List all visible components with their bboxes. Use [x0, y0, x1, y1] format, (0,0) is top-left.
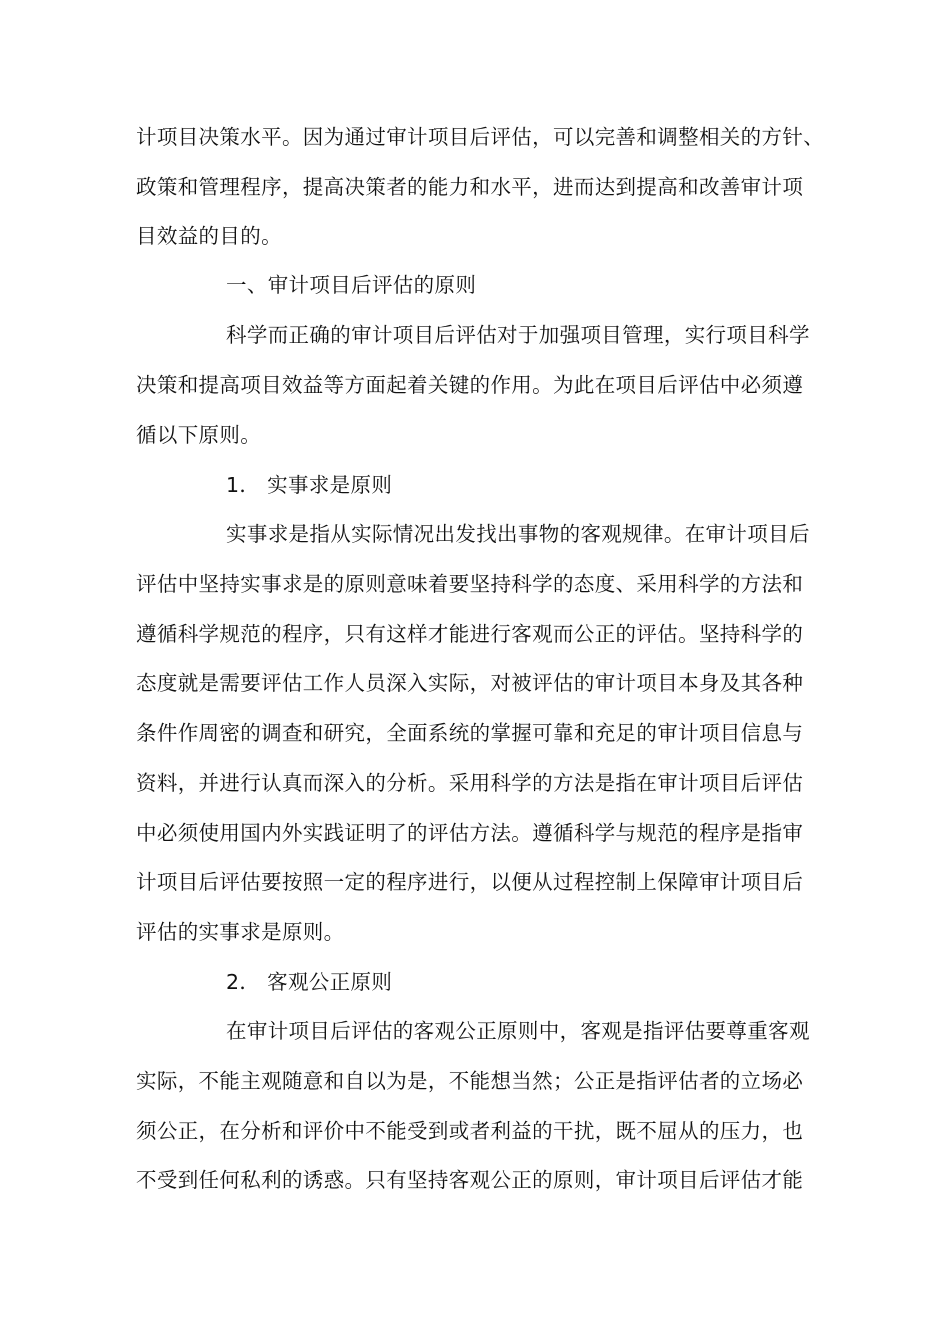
paragraph-line: 实事求是指从实际情况出发找出事物的客观规律。在审计项目后	[226, 522, 810, 546]
paragraph-line: 循以下原则。	[136, 423, 262, 447]
paragraph-line: 不受到任何私利的诱惑。只有坚持客观公正的原则，审计项目后评估才能	[136, 1168, 804, 1192]
paragraph-line: 评估的实事求是原则。	[136, 920, 345, 944]
paragraph-line: 评估中坚持实事求是的原则意味着要坚持科学的态度、采用科学的方法和	[136, 572, 804, 596]
section-heading: 一、审计项目后评估的原则	[226, 273, 477, 297]
paragraph-line: 态度就是需要评估工作人员深入实际，对被评估的审计项目本身及其各种	[136, 671, 804, 695]
paragraph-line: 中必须使用国内外实践证明了的评估方法。遵循科学与规范的程序是指审	[136, 821, 804, 845]
paragraph-line: 计项目决策水平。因为通过审计项目后评估，可以完善和调整相关的方针、	[136, 125, 825, 149]
paragraph-line: 目效益的目的。	[136, 224, 282, 248]
paragraph-line: 须公正，在分析和评价中不能受到或者利益的干扰，既不屈从的压力，也	[136, 1119, 804, 1143]
paragraph-line: 资料，并进行认真而深入的分析。采用科学的方法是指在审计项目后评估	[136, 771, 804, 795]
subheading-2: 2． 客观公正原则	[226, 970, 393, 994]
paragraph-line: 遵循科学规范的程序，只有这样才能进行客观而公正的评估。坚持科学的	[136, 622, 804, 646]
paragraph-line: 在审计项目后评估的客观公正原则中，客观是指评估要尊重客观	[226, 1019, 810, 1043]
paragraph-line: 实际，不能主观随意和自以为是，不能想当然；公正是指评估者的立场必	[136, 1069, 804, 1093]
paragraph-line: 计项目后评估要按照一定的程序进行，以便从过程控制上保障审计项目后	[136, 870, 804, 894]
paragraph-line: 条件作周密的调查和研究，全面系统的掌握可靠和充足的审计项目信息与	[136, 721, 804, 745]
paragraph-line: 科学而正确的审计项目后评估对于加强项目管理，实行项目科学	[226, 323, 810, 347]
subheading-1: 1． 实事求是原则	[226, 473, 393, 497]
paragraph-line: 政策和管理程序，提高决策者的能力和水平，进而达到提高和改善审计项	[136, 175, 804, 199]
paragraph-line: 决策和提高项目效益等方面起着关键的作用。为此在项目后评估中必须遵	[136, 373, 804, 397]
